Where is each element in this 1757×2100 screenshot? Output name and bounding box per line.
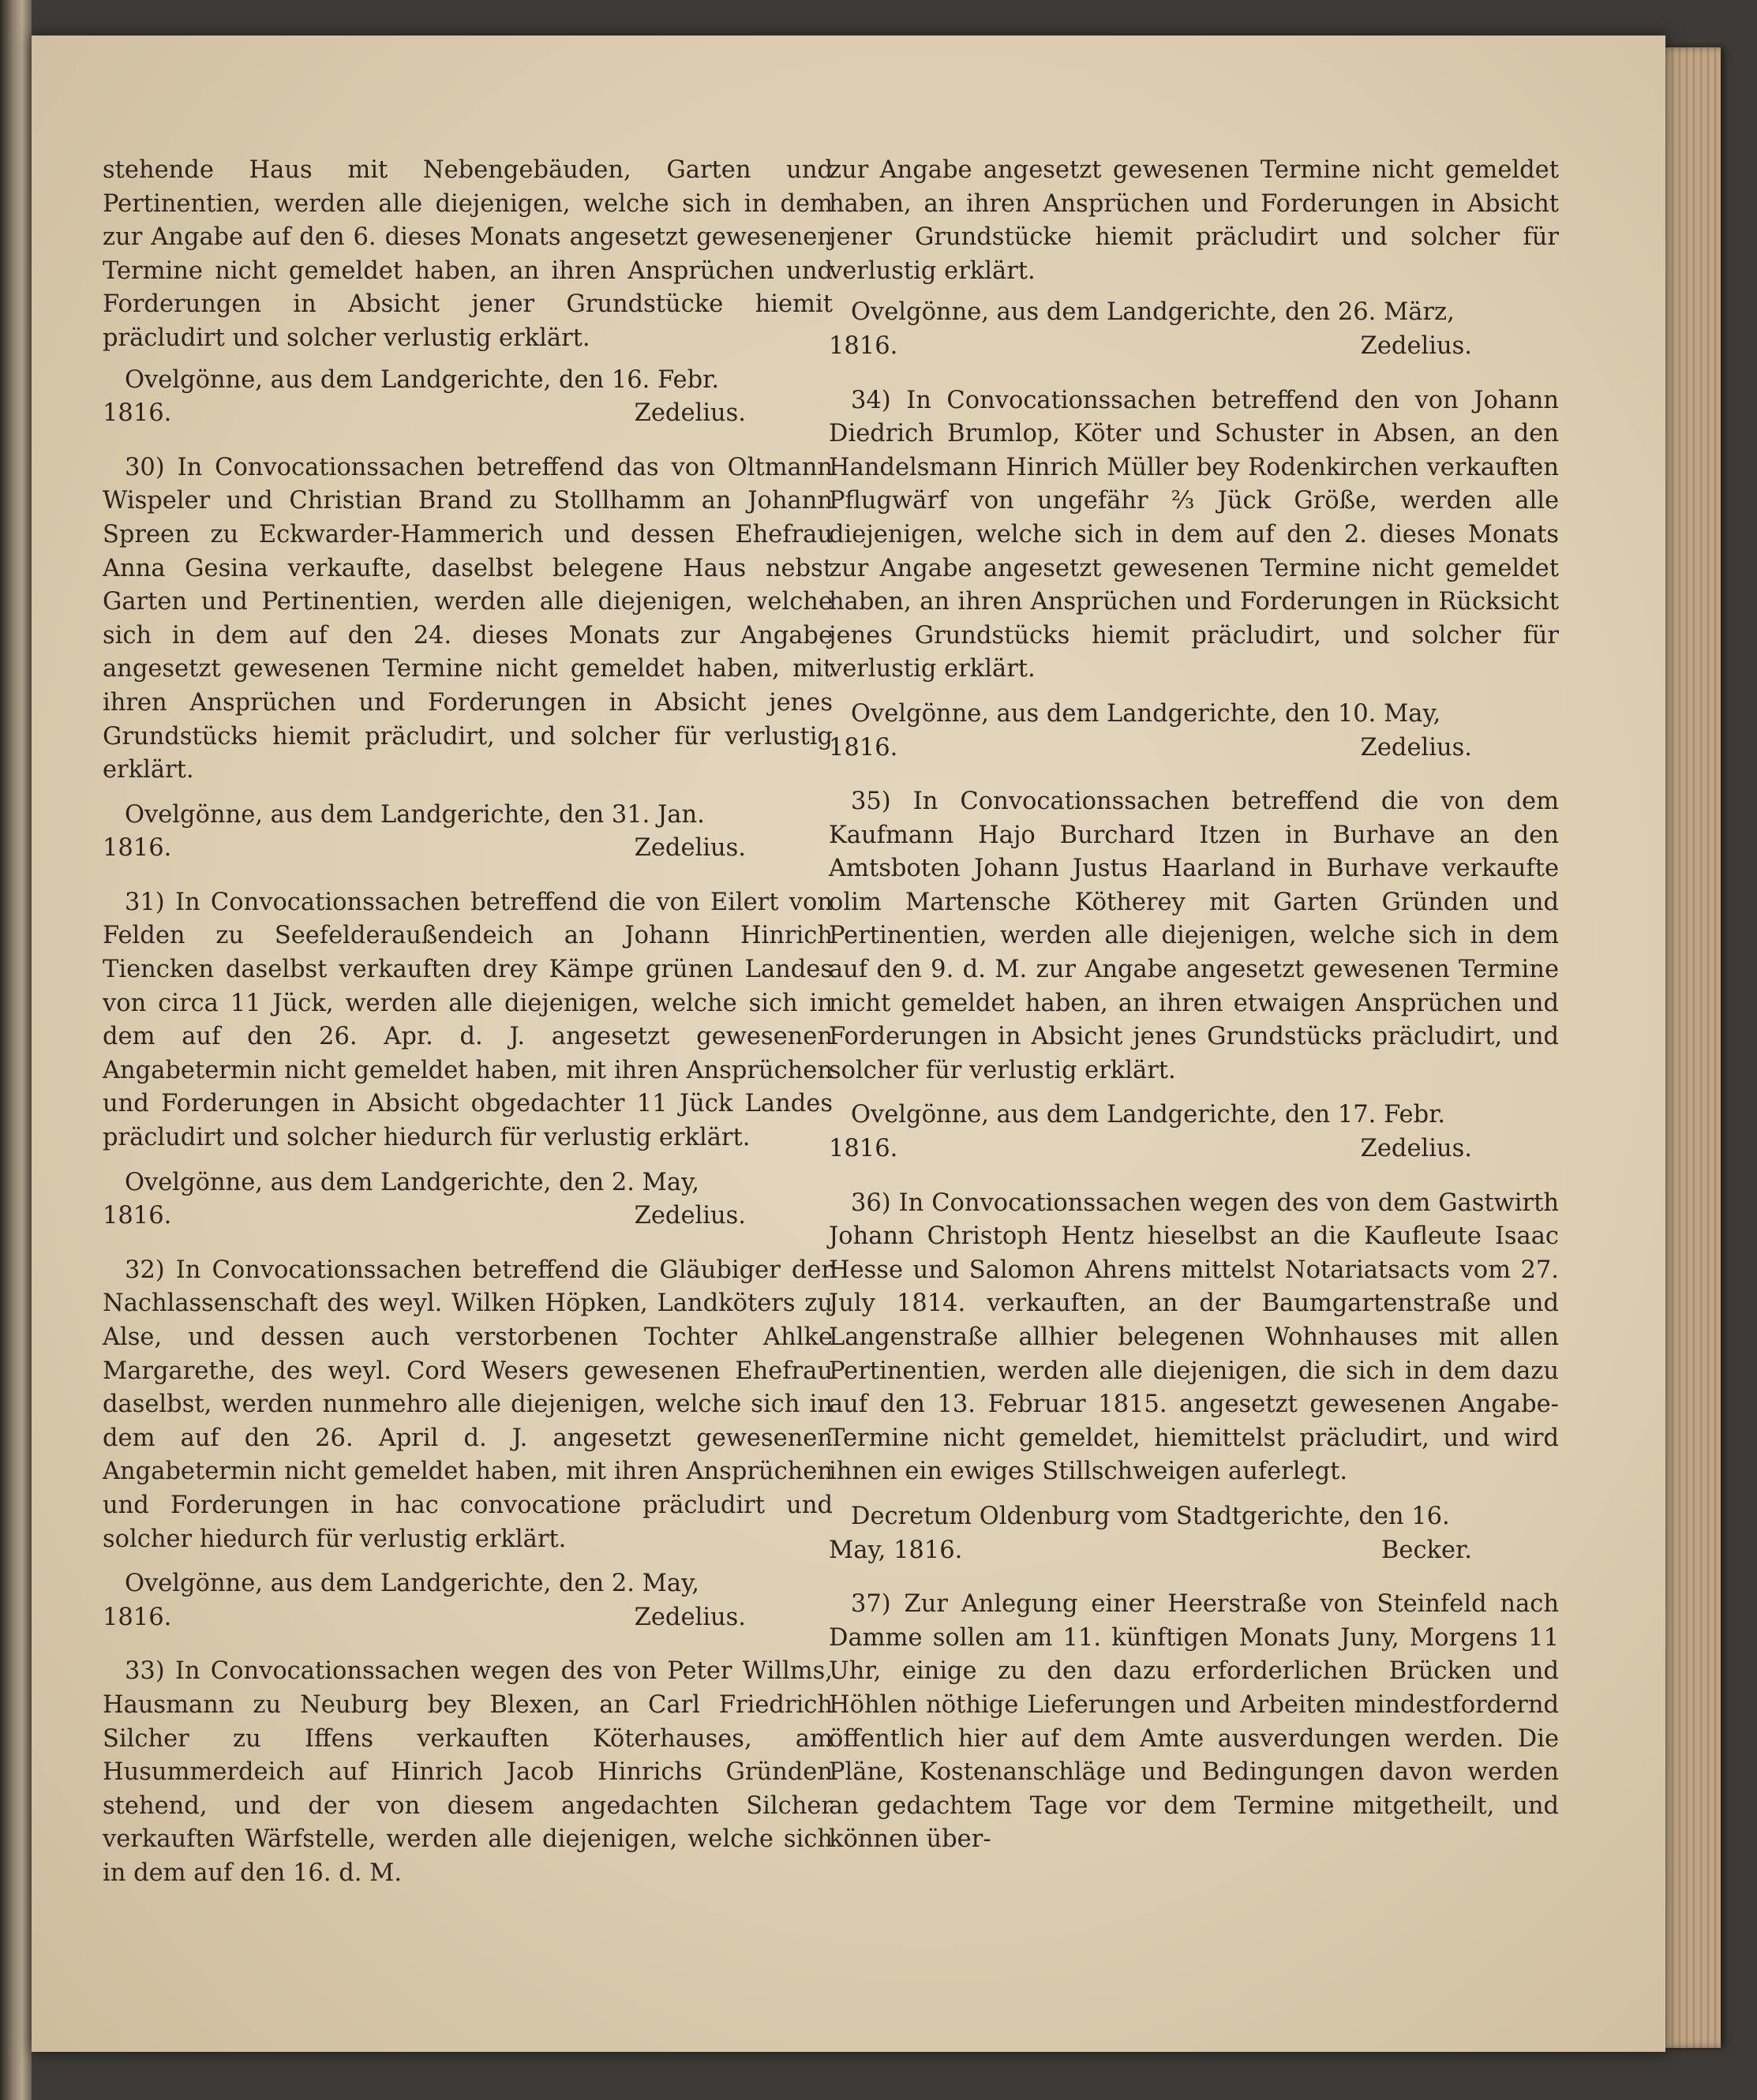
court-signature <box>829 1099 1559 1166</box>
court-signature <box>829 296 1559 363</box>
signatory-name: Zedelius. <box>634 399 746 428</box>
date-signature-row <box>103 397 833 431</box>
notice-paragraph: 33) In Convocationssachen wegen des von Peter Willms, Hausmann zu Neuburg bey Blexen, an Carl Friedrich Silcher zu Iffens verkauften Köterhauses, am Husummerdeich auf Hinrich Jacob Hinrichs Gründen stehend, und der von diesem angedachten Silcher verkauften Wärfstelle, werden alle diejenigen, welche sich in dem auf den 16. d. M. <box>103 1657 833 1887</box>
notice-paragraph: 32) In Convocationssachen betreffend die Gläubiger der Nachlassenschaft des weyl. Wilken Höpken, Landköters zu Alse, und dessen auch verstorbenen Tochter Ahlke Margarethe, des weyl. Cord Wesers gewesenen Ehefrau daselbst, werden nunmehro alle diejenigen, welche sich in dem auf den 26. April d. J. angesetzt gewesenen Angabetermin nicht gemeldet haben, mit ihren Ansprüchen und Forderungen in hac convocatione präcludirt und solcher hiedurch für verlustig erklärt. <box>103 1256 833 1553</box>
court-signature <box>103 1567 833 1634</box>
facing-page-edge <box>0 0 32 2100</box>
signatory-name: Becker. <box>1380 1536 1472 1564</box>
issue-year: 1816. <box>103 834 172 863</box>
continued-paragraph: zur Angabe angesetzt gewesenen Termine nicht gemeldet haben, an ihren Ansprüchen und Forderungen in Absicht jener Grundstücke hiemit präcludirt und solcher für verlustig erklärt. <box>829 156 1559 285</box>
court-signature <box>103 1166 833 1233</box>
date-signature-row <box>829 1132 1559 1166</box>
issuer-line: Ovelgönne, aus dem Landgerichte, den 17. Febr. <box>851 1101 1446 1129</box>
date-signature-row <box>103 832 833 866</box>
notice-paragraph: 30) In Convocationssachen betreffend das von Oltmann Wispeler und Christian Brand zu Stollhamm an Johann Spreen zu Eckwarder-Hammerich und dessen Ehefrau Anna Gesina verkaufte, daselbst belegene Haus nebst Garten und Pertinentien, werden alle diejenigen, welche sich in dem auf den 24. dieses Monats zur Angabe angesetzt gewesenen Termine nicht gemeldet haben, mit ihren Ansprüchen und Forderungen in Absicht jenes Grundstücks hiemit präcludirt, und solcher für verlustig erklärt. <box>103 453 833 784</box>
issuer-line: Ovelgönne, aus dem Landgerichte, den 26. März, <box>851 298 1455 327</box>
notice-paragraph: 31) In Convocationssachen betreffend die von Eilert von Felden zu Seefelderaußendeich an Johann Hinrich Tiencken daselbst verkauften drey Kämpe grünen Landes von circa 11 Jück, werden alle diejenigen, welche sich in dem auf den 26. Apr. d. J. angesetzt gewesenen Angabetermin nicht gemeldet haben, mit ihren Ansprüchen und Forderungen in Absicht obgedachter 11 Jück Landes präcludirt und solcher hiedurch für verlustig erklärt. <box>103 888 833 1152</box>
signatory-name: Zedelius. <box>634 1202 746 1230</box>
date-signature-row <box>829 1534 1559 1568</box>
notice-paragraph: 35) In Convocationssachen betreffend die von dem Kaufmann Hajo Burchard Itzen in Burhave an den Amtsboten Johann Justus Haarland in Burhave verkaufte olim Martensche Kötherey mit Garten Gründen und Pertinentien, werden alle diejenigen, welche sich in dem auf den 9. d. M. zur Angabe angesetzt gewesenen Termine nicht gemeldet haben, an ihren etwaigen Ansprüchen und Forderungen in Absicht jenes Grundstücks präcludirt, und solcher für verlustig erklärt. <box>829 788 1559 1084</box>
left-column <box>103 154 833 1902</box>
issuer-line: Decretum Oldenburg vom Stadtgerichte, den 16. <box>851 1502 1450 1530</box>
court-signature <box>103 364 833 431</box>
signatory-name: Zedelius. <box>1360 331 1472 360</box>
issue-year: 1816. <box>103 1202 172 1230</box>
right-column <box>829 154 1559 1868</box>
issuer-line: Ovelgönne, aus dem Landgerichte, den 2. May, <box>125 1168 699 1196</box>
issue-year: 1816. <box>829 331 898 360</box>
issue-year: May, 1816. <box>829 1536 963 1564</box>
issuer-line: Ovelgönne, aus dem Landgerichte, den 31. Jan. <box>125 800 705 829</box>
court-signature <box>829 1500 1559 1567</box>
notice-paragraph: 34) In Convocationssachen betreffend den von Johann Diedrich Brumlop, Köter und Schuster in Absen, an den Handelsmann Hinrich Müller bey Rodenkirchen verkauften Pflugwärf von ungefähr ⅔ Jück Größe, werden alle diejenigen, welche sich in dem auf den 2. dieses Monats zur Angabe angesetzt gewesenen Termine nicht gemeldet haben, an ihren Ansprüchen und Forderungen in Rücksicht jenes Grundstücks hiemit präcludirt, und solcher für verlustig erklärt. <box>829 386 1559 683</box>
issue-year: 1816. <box>103 399 172 428</box>
signatory-name: Zedelius. <box>1360 733 1472 762</box>
date-signature-row <box>829 732 1559 766</box>
date-signature-row <box>103 1200 833 1233</box>
issue-year: 1816. <box>103 1603 172 1631</box>
signatory-name: Zedelius. <box>634 1603 746 1631</box>
date-signature-row <box>103 1601 833 1635</box>
scanned-page <box>32 36 1665 2052</box>
notice-paragraph: 37) Zur Anlegung einer Heerstraße von Steinfeld nach Damme sollen am 11. künftigen Monats Juny, Morgens 11 Uhr, einige zu den dazu erforderlichen Brücken und Höhlen nöthige Lieferungen und Arbeiten mindestfordernd öffentlich hier auf dem Amte ausverdungen werden. Die Pläne, Kostenanschläge und Bedingungen davon werden an gedachtem Tage vor dem Termine mitgetheilt, und können über- <box>829 1590 1559 1854</box>
continued-paragraph: stehende Haus mit Nebengebäuden, Garten und Pertinentien, werden alle diejenigen, welche sich in dem zur Angabe auf den 6. dieses Monats angesetzt gewesenen Termine nicht gemeldet haben, an ihren Ansprüchen und Forderungen in Absicht jener Grundstücke hiemit präcludirt und solcher verlustig erklärt. <box>103 156 833 352</box>
court-signature <box>829 698 1559 765</box>
issuer-line: Ovelgönne, aus dem Landgerichte, den 10. May, <box>851 699 1441 728</box>
issuer-line: Ovelgönne, aus dem Landgerichte, den 16. Febr. <box>125 365 720 394</box>
court-signature <box>103 799 833 866</box>
issue-year: 1816. <box>829 733 898 762</box>
issue-year: 1816. <box>829 1135 898 1163</box>
signatory-name: Zedelius. <box>634 834 746 863</box>
notice-paragraph: 36) In Convocationssachen wegen des von dem Gastwirth Johann Christoph Hentz hieselbst an die Kaufleute Isaac Hesse und Salomon Ahrens mittelst Notariatsacts vom 27. July 1814. verkauften, an der Baumgartenstraße und Langenstraße allhier belegenen Wohnhauses mit allen Pertinentien, werden alle diejenigen, die sich in dem dazu auf den 13. Februar 1815. angesetzt gewesenen Angabe-Termine nicht gemeldet, hiemittelst präcludirt, und wird ihnen ein ewiges Stillschweigen auferlegt. <box>829 1189 1559 1486</box>
issuer-line: Ovelgönne, aus dem Landgerichte, den 2. May, <box>125 1570 699 1598</box>
date-signature-row <box>829 330 1559 364</box>
signatory-name: Zedelius. <box>1360 1135 1472 1163</box>
